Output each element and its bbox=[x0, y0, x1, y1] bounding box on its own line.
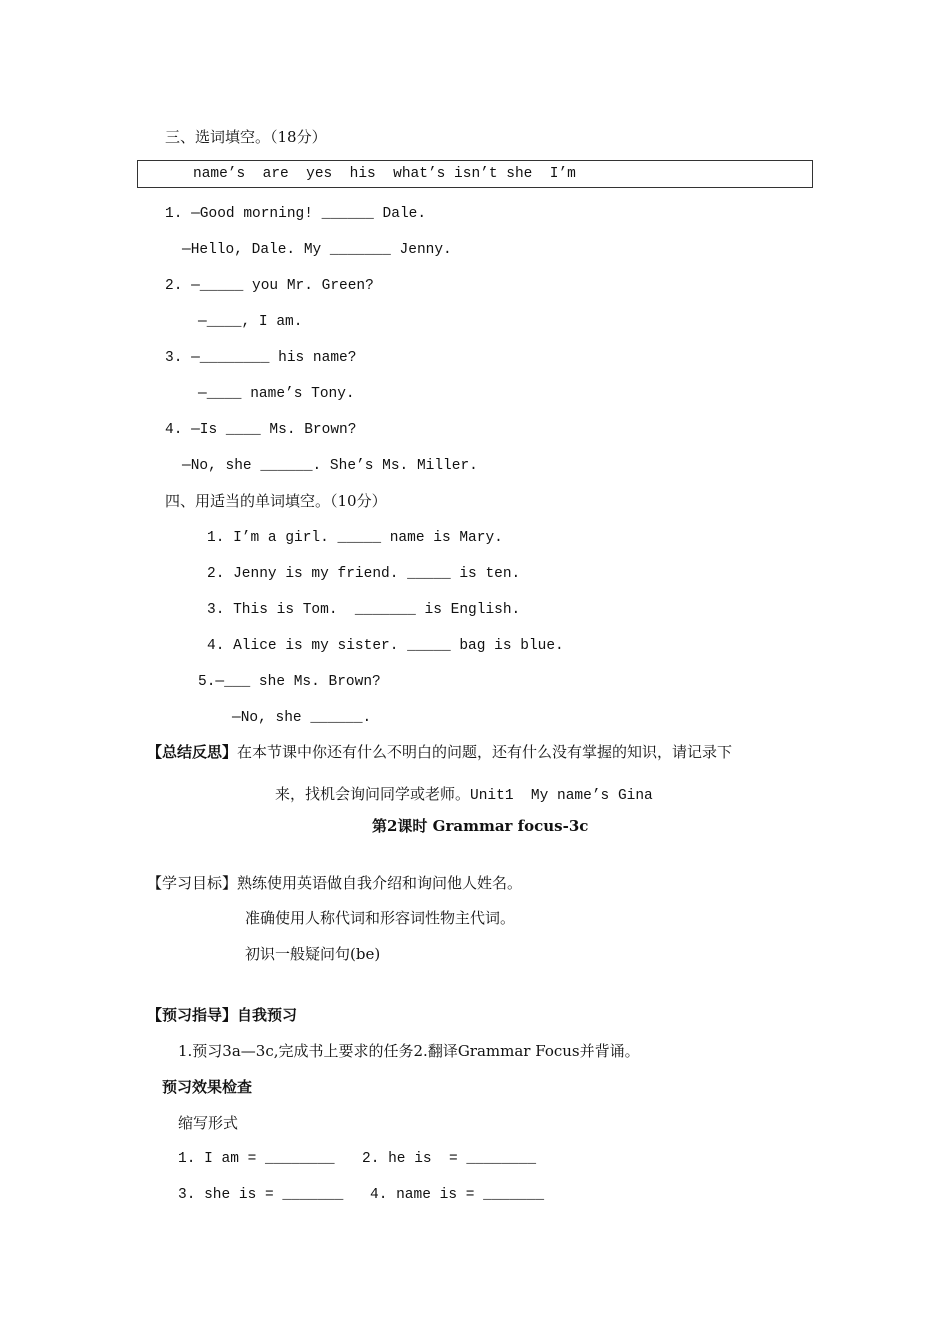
s3-q2-line1: 2. —_____ you Mr. Green? bbox=[165, 278, 374, 294]
summary-text2: 来，找机会询问同学或老师。 bbox=[275, 785, 471, 803]
lesson-title: 第2课时 Grammar focus-3c bbox=[372, 817, 589, 835]
summary-line1 bbox=[147, 743, 732, 761]
s3-q3-line1: 3. —________ his name? bbox=[165, 350, 357, 366]
s3-q1-line2: —Hello, Dale. My _______ Jenny. bbox=[182, 242, 452, 258]
preview-label: 【预习指导】自我预习 bbox=[147, 1006, 298, 1024]
s4-q5-line2: —No, she ______. bbox=[232, 710, 372, 726]
preview-check-title: 预习效果检查 bbox=[162, 1078, 253, 1096]
s3-q4-line2: —No, she ______. She’s Ms. Miller. bbox=[182, 458, 478, 474]
s3-q1-line1: 1. —Good morning! ______ Dale. bbox=[165, 206, 427, 222]
summary-label: 【总结反思】 bbox=[147, 743, 238, 761]
abbrev-2: 2. he is = ________ bbox=[362, 1151, 537, 1167]
objective-3: 初识一般疑问句(be) bbox=[245, 945, 381, 963]
objectives-line1 bbox=[147, 874, 522, 892]
objective-2: 准确使用人称代词和形容词性物主代词。 bbox=[245, 909, 516, 927]
objectives-label: 【学习目标】 bbox=[147, 874, 238, 892]
objective-1: 熟练使用英语做自我介绍和询问他人姓名。 bbox=[237, 874, 523, 892]
section3-title: 三、选词填空。（18分） bbox=[165, 128, 327, 146]
summary-text1: 在本节课中你还有什么不明白的问题，还有什么没有掌握的知识，请记录下 bbox=[237, 743, 733, 761]
word-bank-box bbox=[137, 160, 813, 188]
summary-line2 bbox=[275, 785, 653, 805]
s4-q5-line1: 5.—___ she Ms. Brown? bbox=[198, 674, 381, 690]
abbrev-4: 4. name is = _______ bbox=[370, 1187, 545, 1203]
preview-sub-title: 缩写形式 bbox=[178, 1114, 239, 1132]
word-bank: name’s are yes his what’s isn’t she I’m bbox=[193, 166, 576, 182]
section4-title: 四、用适当的单词填空。（10分） bbox=[165, 492, 387, 510]
preview-instruction: 1.预习3a—3c,完成书上要求的任务2.翻译Grammar Focus并背诵。 bbox=[178, 1042, 640, 1060]
s3-q2-line2: —____, I am. bbox=[198, 314, 303, 330]
unit-title: Unit1 My name’s Gina bbox=[470, 788, 653, 804]
s4-q1: 1. I’m a girl. _____ name is Mary. bbox=[207, 530, 503, 546]
s4-q3: 3. This is Tom. _______ is English. bbox=[207, 602, 521, 618]
abbrev-1: 1. I am = ________ bbox=[178, 1151, 335, 1167]
s3-q4-line1: 4. —Is ____ Ms. Brown? bbox=[165, 422, 357, 438]
s3-q3-line2: —____ name’s Tony. bbox=[198, 386, 355, 402]
abbrev-3: 3. she is = _______ bbox=[178, 1187, 344, 1203]
s4-q4: 4. Alice is my sister. _____ bag is blue. bbox=[207, 638, 564, 654]
s4-q2: 2. Jenny is my friend. _____ is ten. bbox=[207, 566, 521, 582]
